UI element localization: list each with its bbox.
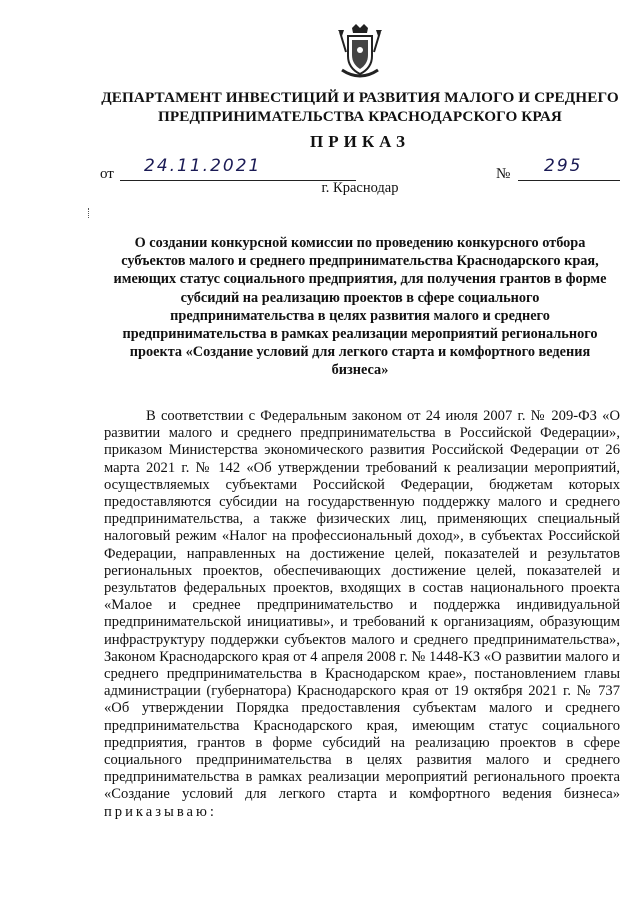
date-label: от bbox=[100, 166, 114, 182]
number-label: № bbox=[496, 166, 511, 182]
number-value: 295 bbox=[544, 156, 583, 176]
date-value: 24.11.2021 bbox=[144, 156, 262, 176]
document-type: ПРИКАЗ bbox=[310, 132, 410, 151]
document-title: О создании конкурсной комиссии по проведению конкурсного отбора субъектов малого и среднего предпринимательства Краснодарского края, имеющих статус социального предприятия, для получения грантов в форме субсидий на реализацию проектов в сфере социального предпринимательства в целях развития малого и среднего предпринимательства в рамках реализации мероприятий регионального проекта «Создание условий для легкого старта и комфортного ведения бизнеса» bbox=[113, 235, 607, 379]
department-name: ДЕПАРТАМЕНТ ИНВЕСТИЦИЙ И РАЗВИТИЯ МАЛОГО И СРЕДНЕГО ПРЕДПРИНИМАТЕЛЬСТВА КРАСНОДАРСКОГО КРАЯ bbox=[101, 89, 619, 125]
closing-word: приказываю: bbox=[104, 803, 217, 820]
krasnodar-coat-of-arms-icon bbox=[334, 22, 386, 82]
number-underline bbox=[518, 156, 620, 181]
date-underline bbox=[120, 156, 356, 181]
body-paragraph bbox=[104, 408, 620, 821]
body-text: В соответствии с Федеральным законом от 24 июля 2007 г. № 209-ФЗ «О развитии малого и среднего предпринимательства в Российской Федерации», приказом Министерства экономического развития Российской Федерации от 26 марта 2021 г. № 142 «Об утверждении требований к реализации мероприятий, осуществляемых субъектами Российской Федерации, бюджетам которых предоставляются субсидии на государственную поддержку малого и среднего предпринимательства, а также физических лиц, применяющих специальный налоговый режим «Налог на профессиональный доход», в субъектах Российской Федерации, направленных на достижение целей, показателей и результатов региональных проектов, обеспечивающих достижение целей, показателей и результатов федеральных проектов, входящих в состав национального проекта «Малое и среднее предпринимательство и поддержка индивидуальной предпринимательской инициативы», и требований к организациям, образующим инфраструктуру поддержки субъектов малого и среднего предпринимательства», Законом Краснодарского края от 4 апреля 2008 г. № 1448-КЗ «О развитии малого и среднего предпринимательства в Краснодарском крае», постановлением главы администрации (губернатора) Краснодарского края от 19 октября 2021 г. № 737 «Об утверждении Порядка предоставления субъектам малого и среднего предпринимательства Краснодарского края, имеющим статус социального предприятия, грантов в форме субсидий на реализацию проектов в сфере социального предпринимательства в целях развития малого и среднего предпринимательства в рамках реализации мероприятий регионального проекта «Создание условий для легкого старта и комфортного ведения бизнеса» bbox=[104, 408, 620, 803]
city: г. Краснодар bbox=[321, 180, 399, 196]
margin-mark bbox=[88, 208, 91, 218]
